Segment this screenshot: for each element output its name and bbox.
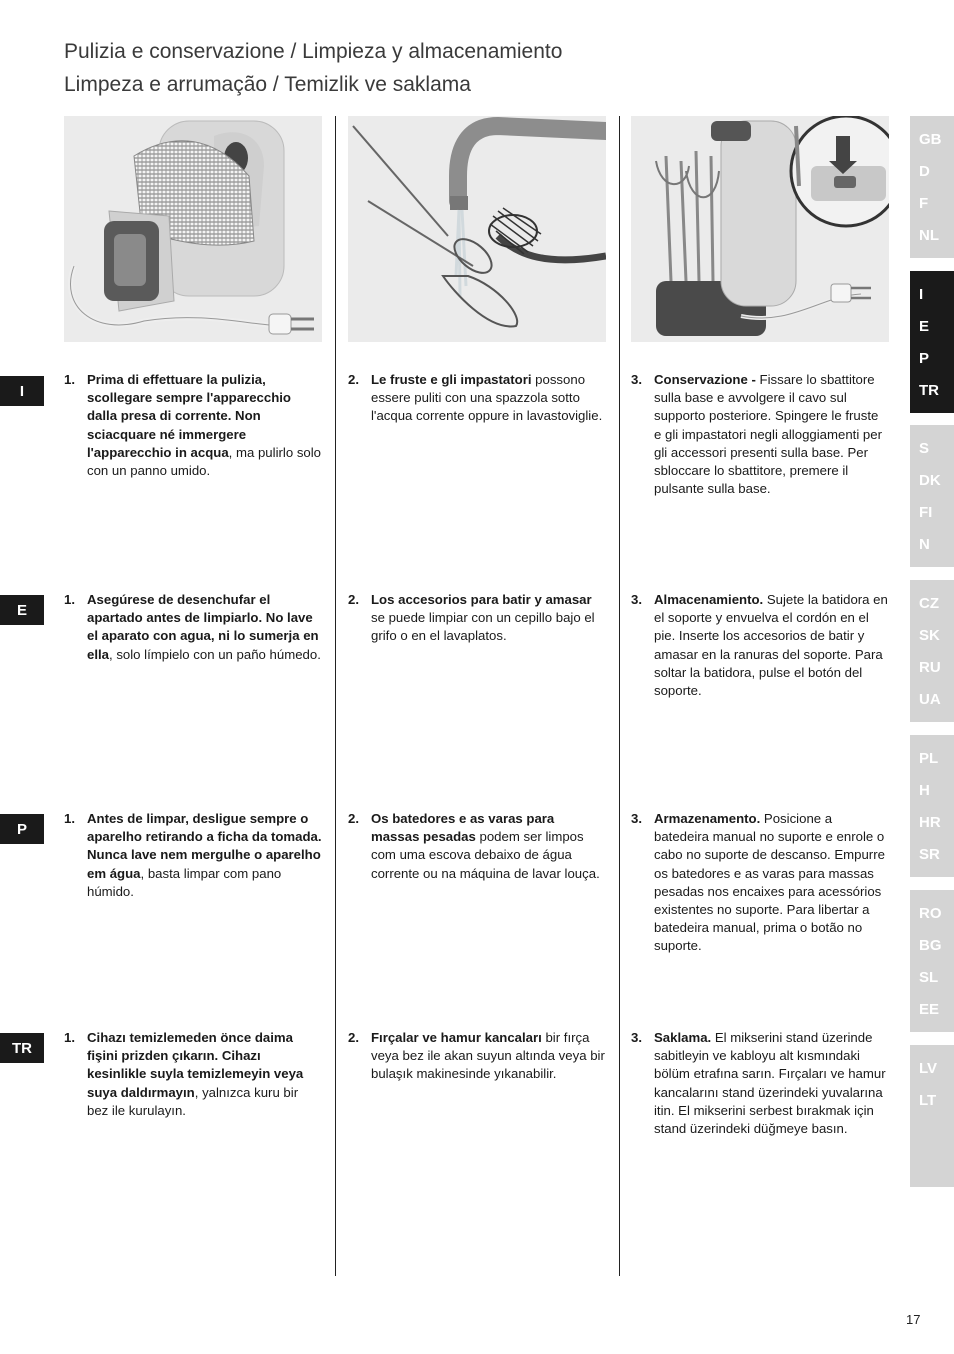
illustration-washing-beaters [348,116,606,342]
column-divider [335,116,336,1276]
lang-code: FI [919,504,933,521]
step-e-3: 3. Almacenamiento. Sujete la batidora en el soporte y envuelva el cordón en el pie. Inserte los accesorios de batir y amasar en la ranuras del soporte. Para soltar la batidora, pulse el botón del soporte. [631,592,888,699]
step-e-1: 1. Asegúrese de desenchufar el apartado antes de limpiarlo. No lave el aparato con agua, ni lo sumerja en ella, solo límpielo con un paño húmedo. [64,592,321,662]
lang-code: EE [919,1001,940,1018]
section-tab-e: E [0,595,44,625]
lang-code: HR [919,814,941,831]
lang-code: DK [919,472,941,489]
language-group-3[interactable] [910,425,954,567]
lang-code: GB [919,131,942,148]
step-tr-2: 2. Fırçalar ve hamur kancaları bir fırça veya bez ile akan suyun altında veya bir bulaşık makinesinde yıkanabilir. [348,1030,605,1082]
lang-code: I [919,286,924,303]
page-number: 17 [906,1312,921,1327]
lang-code: TR [919,382,939,399]
lang-code: D [919,163,930,180]
lang-code: PL [919,750,939,767]
lang-code: LV [919,1060,938,1077]
lang-code: F [919,195,929,212]
lang-code: N [919,536,930,553]
step-p-3: 3. Armazenamento. Posicione a batedeira manual no suporte e enrole o cabo no suporte de descanso. Empurre os batedores e as varas para massas pesadas nos encaixes para acessórios existentes no suporte. Para libertar a batedeira manual, prima o botão no suporte. [631,811,885,954]
lang-code: BG [919,937,942,954]
language-group-1[interactable] [910,116,954,258]
step-i-2: 2. Le fruste e gli impastatori possono essere puliti con una spazzola sotto l'acqua corrente oppure in lavastoviglie. [348,372,603,424]
lang-code: SL [919,969,939,986]
lang-code: RO [919,905,942,922]
language-group-7[interactable] [910,1045,954,1187]
page-title-line-1: Pulizia e conservazione / Limpieza y almacenamiento [64,40,563,63]
language-group-2-active[interactable] [910,271,954,413]
lang-code: H [919,782,930,799]
section-tab-i: I [0,376,44,406]
lang-code: S [919,440,930,457]
lang-code: SK [919,627,940,644]
lang-code: NL [919,227,939,244]
step-i-3: 3. Conservazione - Fissare lo sbattitore sulla base e avvolgere il cavo sul supporto posteriore. Spingere le fruste e gli impastatori negli alloggiamenti per gli accessori presenti sulla base. Per sbloccare lo sbattitore, premere il pulsante sulla base. [631,372,882,497]
lang-code: RU [919,659,941,676]
lang-code: LT [919,1092,937,1109]
illustration-cleaning-with-cloth [64,116,322,342]
step-p-2: 2. Os batedores e as varas para massas pesadas podem ser limpos com uma escova debaixo de água corrente ou na máquina de lavar louça. [348,811,600,881]
step-tr-1: 1. Cihazı temizlemeden önce daima fişini prizden çıkarın. Cihazı kesinlikle suyla temizlemeyin veya suya daldırmayın, yalnızca kuru bir bez ile kurulayın. [64,1030,304,1118]
illustration-storage-on-stand [631,116,889,342]
language-group-4[interactable] [910,580,954,722]
lang-code: SR [919,846,940,863]
lang-code: CZ [919,595,939,612]
step-p-1: 1. Antes de limpar, desligue sempre o aparelho retirando a ficha da tomada. Nunca lave nem mergulhe o aparelho em água, basta limpar com pano húmido. [64,811,322,899]
step-i-1: 1. Prima di effettuare la pulizia, scollegare sempre l'apparecchio dalla presa di corrente. Non sciacquare né immergere l'apparecchio in acqua, ma pulirlo solo con un panno umido. [64,372,322,479]
language-group-5[interactable] [910,735,954,877]
language-group-6[interactable] [910,890,954,1032]
lang-code: P [919,350,930,367]
lang-code: UA [919,691,941,708]
step-e-2: 2. Los accesorios para batir y amasar se puede limpiar con un cepillo bajo el grifo o en el lavaplatos. [348,592,595,644]
column-divider [619,116,620,1276]
step-tr-3: 3. Saklama. El mikserini stand üzerinde sabitleyin ve kabloyu alt kısmındaki bölüm etrafına sarın. Fırçaları ve hamur kancalarını stand üzerindeki yuvalarına itin. El mikserini serbest bırakmak için stand üzerindeki düğmeye basın. [631,1030,886,1137]
section-tab-p: P [0,814,44,844]
section-tab-tr: TR [0,1033,44,1063]
page-title-line-2: Limpeza e arrumação / Temizlik ve saklama [64,73,471,96]
lang-code: E [919,318,930,335]
